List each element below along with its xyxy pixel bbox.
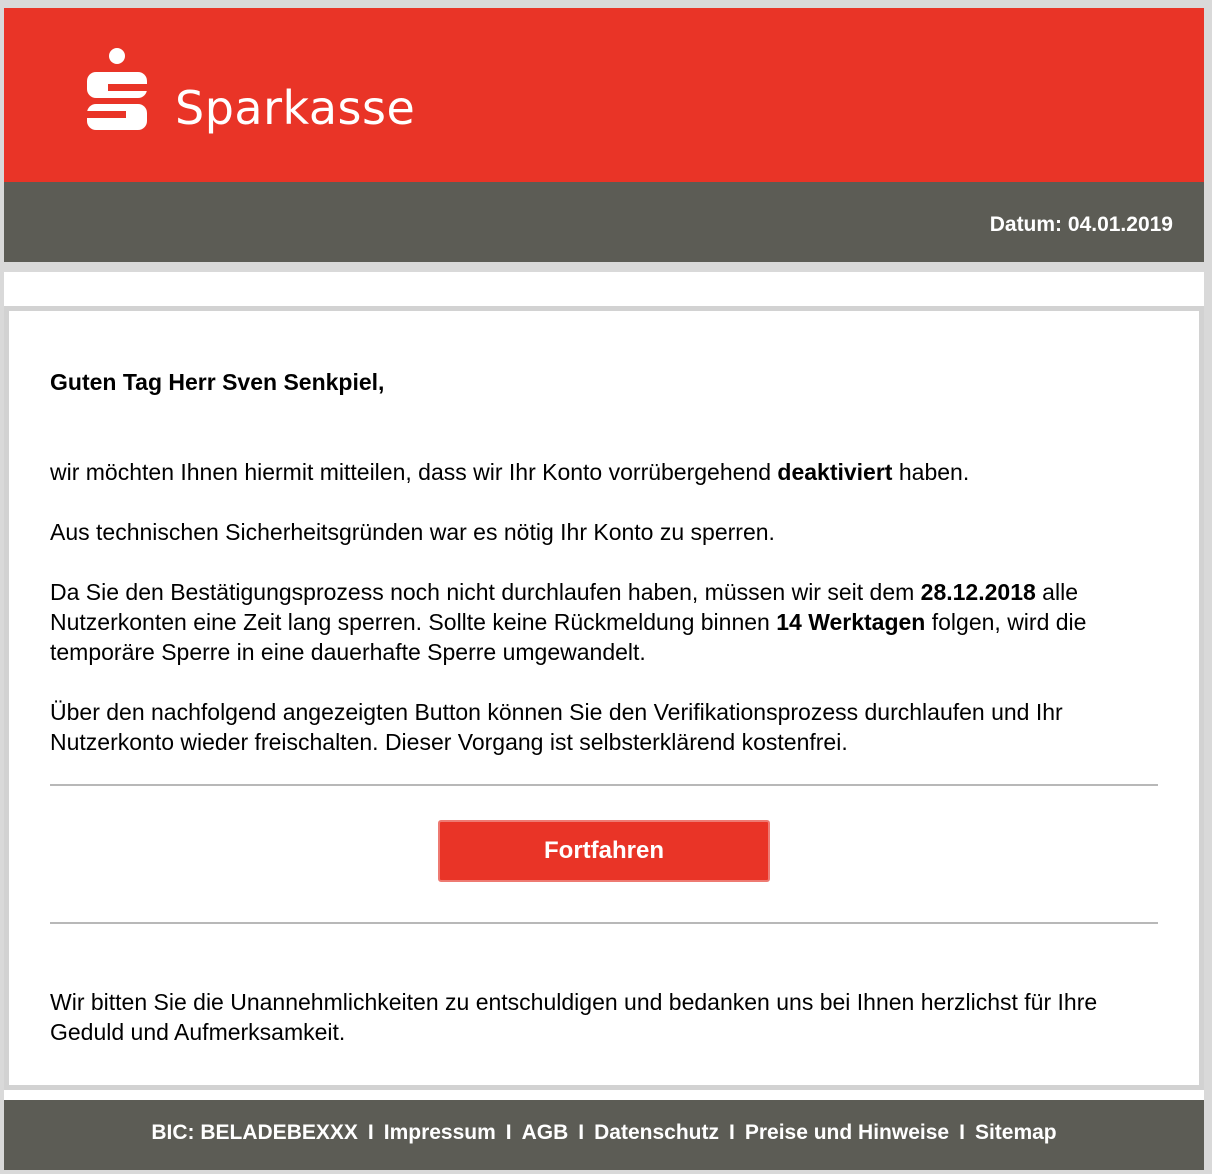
- email-frame: [4, 8, 1204, 1170]
- footer-link-preise[interactable]: Preise und Hinweise: [744, 1121, 950, 1144]
- date-bar: [4, 182, 1204, 262]
- message-body: [4, 306, 1204, 1090]
- footer-link-datenschutz[interactable]: Datenschutz: [594, 1121, 719, 1144]
- days-emphasis: 14 Werktagen: [776, 609, 926, 635]
- paragraph-verification: Über den nachfolgend angezeigten Button können Sie den Verifikationsprozess durchlaufen und Ihr Nutzerkonto wieder freischalten. Dieser Vorgang ist selbsterklärend kostenfrei.: [50, 699, 1063, 755]
- header-banner: [4, 8, 1204, 182]
- brand-name: Sparkasse: [175, 81, 416, 135]
- footer-bar: BIC: BELADEBEXXX I Impressum I AGB I Datenschutz I Preise und Hinweise I Sitemap: [4, 1100, 1204, 1170]
- paragraph-apology: Wir bitten Sie die Unannehmlichkeiten zu entschuldigen und bedanken uns bei Ihnen herzlichst für Ihre Geduld und Aufmerksamkeit.: [50, 989, 1098, 1045]
- footer-link-sitemap[interactable]: Sitemap: [974, 1121, 1057, 1144]
- sparkasse-s-logo-icon: [84, 48, 150, 130]
- divider-gap: [4, 262, 1204, 272]
- date-label: Datum: 04.01.2019: [989, 213, 1173, 236]
- divider-top: [50, 784, 1158, 786]
- footer-bic: BIC: BELADEBEXXX: [151, 1121, 358, 1144]
- continue-button[interactable]: Fortfahren: [438, 820, 770, 882]
- paragraph-deactivated: wir möchten Ihnen hiermit mitteilen, dass wir Ihr Konto vorrübergehend deaktiviert haben.: [50, 459, 970, 485]
- divider-bottom: [50, 922, 1158, 924]
- footer-link-impressum[interactable]: Impressum: [383, 1121, 496, 1144]
- deactivated-emphasis: deaktiviert: [777, 459, 893, 485]
- paragraph-security-reason: Aus technischen Sicherheitsgründen war es nötig Ihr Konto zu sperren.: [50, 519, 775, 545]
- greeting: Guten Tag Herr Sven Senkpiel,: [50, 369, 385, 395]
- date-emphasis: 28.12.2018: [920, 579, 1036, 605]
- footer-link-agb[interactable]: AGB: [521, 1121, 569, 1144]
- paragraph-deadline: Da Sie den Bestätigungsprozess noch nicht durchlaufen haben, müssen wir seit dem 28.12.2018 alle Nutzerkonten eine Zeit lang sperren. Sollte keine Rückmeldung binnen 14 Werktagen folgen, wird die temporäre Sperre in eine dauerhafte Sperre umgewandelt.: [50, 579, 1087, 665]
